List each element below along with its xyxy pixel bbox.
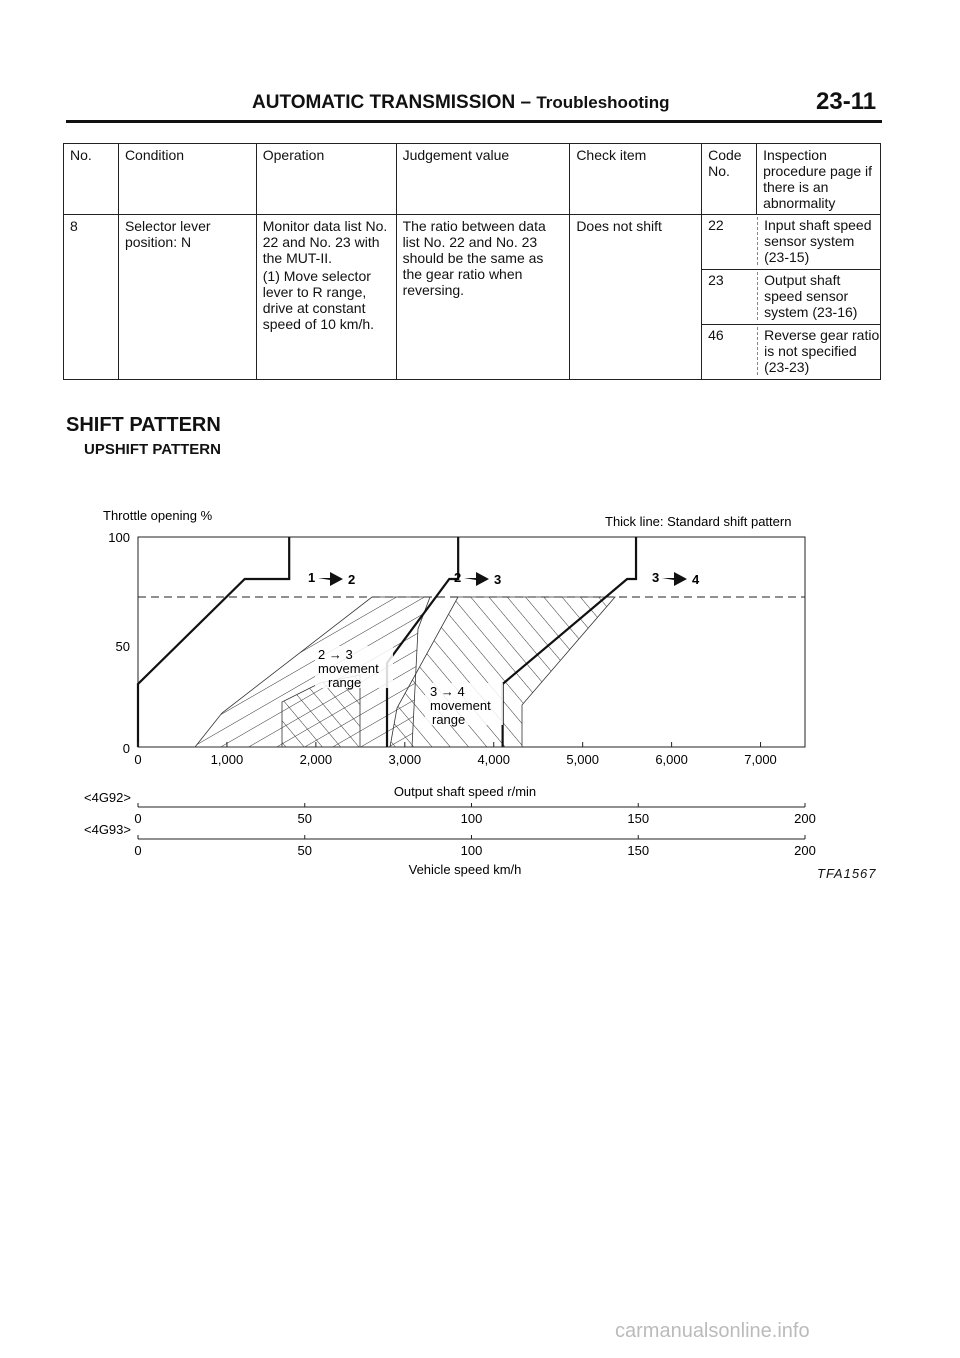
vehicle-speed-label: Vehicle speed km/h — [408, 862, 522, 877]
x-tick-label: 5,000 — [566, 752, 599, 767]
x-tick-label: 0 — [134, 752, 142, 767]
code-22: 22 — [708, 217, 724, 233]
shift-label-1-2-from: 1 — [308, 570, 316, 585]
inspection-23: Output shaft speed sensor system (23-16) — [757, 272, 880, 320]
operation-step-1: Monitor data list No. 22 and No. 23 with the MUT-II. — [262, 218, 388, 266]
region-2-3-line1: 2 → 3 — [318, 647, 353, 662]
header-rule — [66, 120, 882, 123]
shift-label-1-2-to: 2 — [348, 572, 356, 587]
scale-tick-label: 200 — [794, 843, 816, 858]
scale-tick-label: 150 — [627, 843, 650, 858]
shift-label-2-3-from: 2 — [454, 570, 462, 585]
troubleshooting-table — [63, 143, 881, 380]
code-row-23 — [702, 269, 880, 324]
scale-tick-label: 0 — [134, 811, 142, 826]
scale-tick-label: 50 — [297, 843, 312, 858]
region-3-4-line1: 3 → 4 — [430, 684, 465, 699]
y-tick-50: 50 — [115, 639, 130, 654]
figure-code: TFA1567 — [817, 866, 877, 881]
cell-check-item: Does not shift — [570, 215, 702, 380]
x-tick-label: 6,000 — [655, 752, 688, 767]
table-header-row — [64, 144, 881, 215]
header-no: No. — [64, 144, 119, 215]
title-sub: Troubleshooting — [536, 93, 670, 112]
header-inspection: Inspection procedure page if there is an abnormality — [757, 144, 881, 215]
scale-ticks-4g92 — [134, 803, 815, 826]
x-tick-label: 1,000 — [210, 752, 244, 767]
chart-note: Thick line: Standard shift pattern — [605, 514, 792, 529]
scale-tick-label: 50 — [297, 811, 312, 826]
header-condition: Condition — [118, 144, 256, 215]
y-tick-100: 100 — [108, 530, 130, 545]
cell-codes — [702, 215, 881, 380]
page-number: 23-11 — [816, 88, 877, 115]
scale-label-4g92: <4G92> — [84, 790, 131, 805]
y-axis-label: Throttle opening % — [103, 508, 213, 523]
region-2-3-line2: movement — [318, 661, 379, 676]
x-axis-label: Output shaft speed r/min — [393, 784, 537, 799]
scale-label-4g93: <4G93> — [84, 822, 131, 837]
x-tick-label: 7,000 — [744, 752, 777, 767]
y-tick-0: 0 — [122, 741, 130, 756]
header-judgement: Judgement value — [396, 144, 570, 215]
title-separator: – — [520, 92, 532, 113]
code-row-46 — [702, 324, 880, 379]
shift-label-2-3-to: 3 — [494, 572, 502, 587]
x-tick-label: 4,000 — [477, 752, 511, 767]
region-3-4-line3: range — [432, 712, 466, 727]
code-23: 23 — [708, 272, 724, 288]
upshift-pattern-chart — [60, 500, 840, 890]
table-row — [64, 215, 881, 380]
arrow-2-3-icon — [464, 572, 489, 586]
inspection-22: Input shaft speed sensor system (23-15) — [757, 217, 880, 265]
x-tick-label: 2,000 — [299, 752, 333, 767]
header-operation: Operation — [256, 144, 396, 215]
cell-condition: Selector lever position: N — [118, 215, 256, 380]
shift-label-3-4-from: 3 — [652, 570, 660, 585]
code-46: 46 — [708, 327, 724, 343]
scale-tick-label: 0 — [134, 843, 142, 858]
cell-judgement: The ratio between data list No. 22 and No. 23 should be the same as the gear ratio when reversing. — [396, 215, 570, 380]
watermark: carmanualsonline.info — [615, 1320, 810, 1342]
inspection-46: Reverse gear ratio is not specified (23-23) — [757, 327, 880, 375]
scale-tick-label: 100 — [460, 811, 483, 826]
x-tick-label: 3,000 — [388, 752, 422, 767]
scale-tick-label: 100 — [460, 843, 483, 858]
region-3-4-line2: movement — [430, 698, 491, 713]
code-row-22 — [702, 215, 880, 269]
scale-ticks-4g93 — [134, 835, 815, 858]
operation-step-2: (1) Move selector lever to R range, drive at constant speed of 10 km/h. — [262, 268, 375, 332]
arrow-3-4-icon — [662, 572, 687, 586]
scale-tick-label: 150 — [627, 811, 650, 826]
title-main: AUTOMATIC TRANSMISSION — [252, 92, 516, 113]
shift-label-3-4-to: 4 — [692, 572, 700, 587]
header-check-item: Check item — [570, 144, 702, 215]
header-code: Code No. — [702, 144, 757, 215]
region-2-3-line3: range — [328, 675, 362, 690]
page-title — [252, 92, 669, 114]
cell-operation — [256, 215, 396, 380]
section-title: SHIFT PATTERN — [66, 414, 221, 436]
section-subtitle: UPSHIFT PATTERN — [84, 441, 221, 458]
arrow-1-2-icon — [318, 572, 343, 586]
cell-no: 8 — [64, 215, 119, 380]
scale-tick-label: 200 — [794, 811, 816, 826]
